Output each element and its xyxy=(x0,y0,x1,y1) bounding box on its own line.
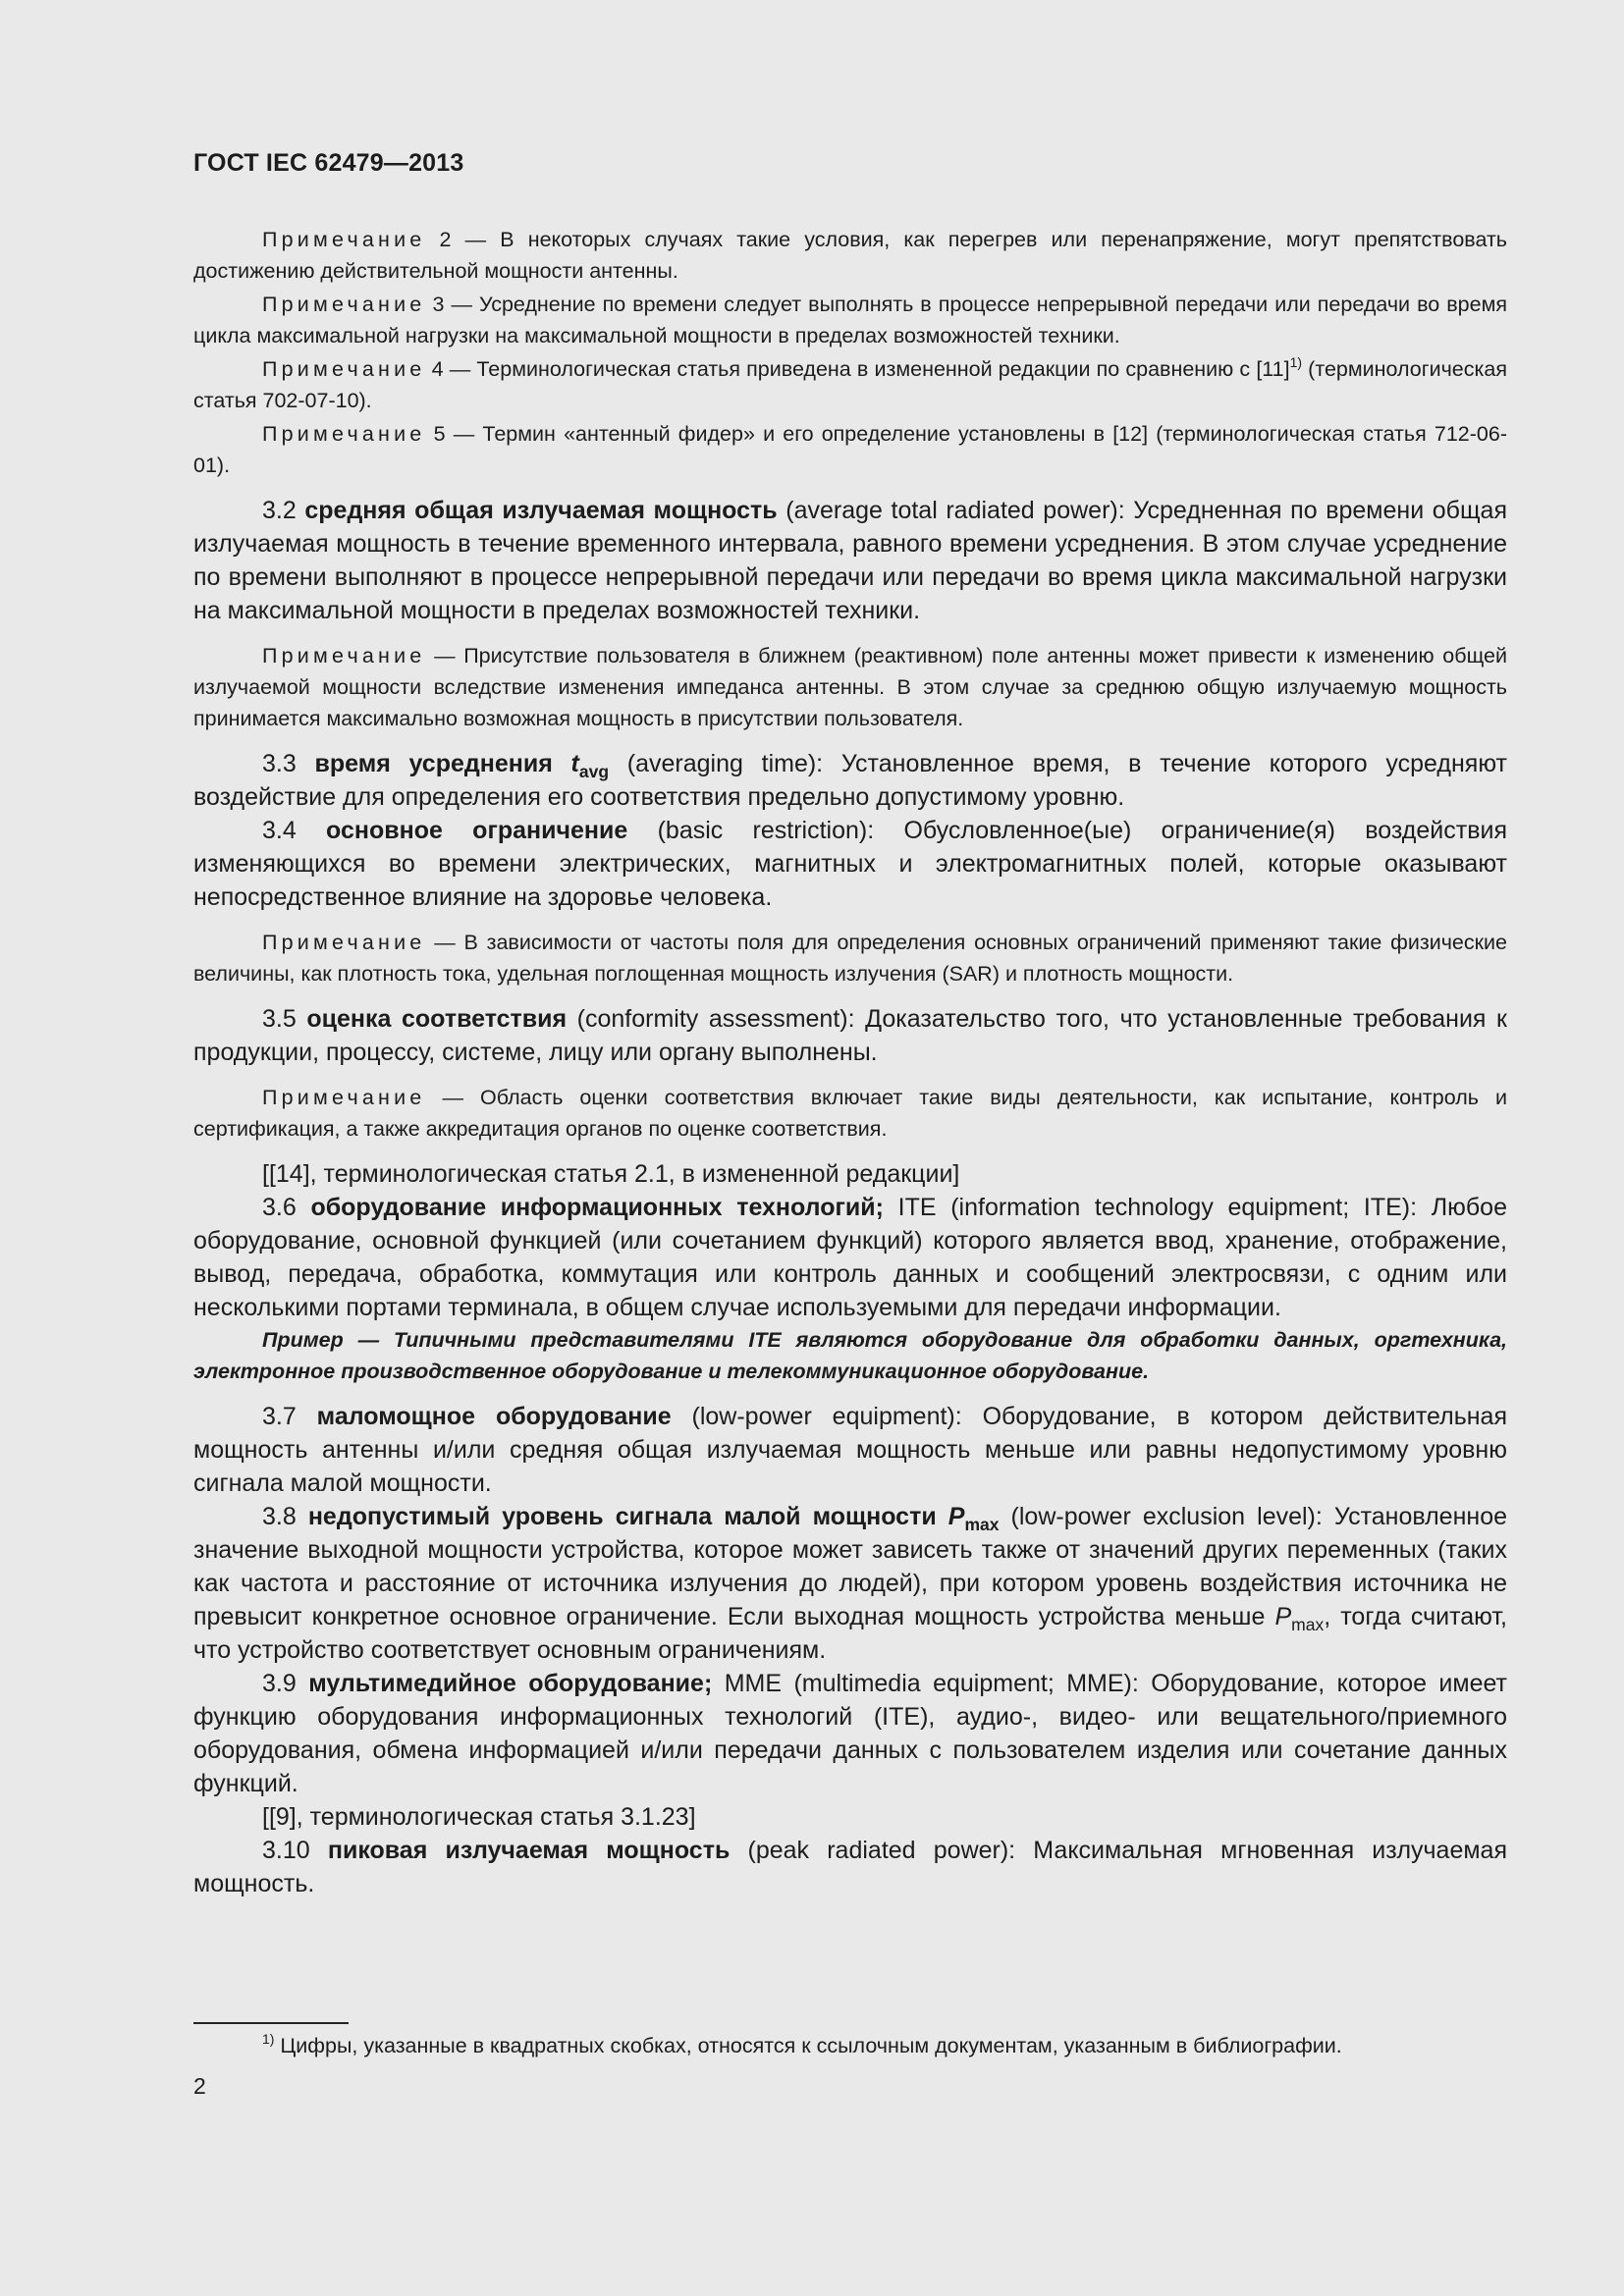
definition-3-10: 3.10 пиковая излучаемая мощность (peak radiated power): Максимальная мгновенная излучаемая мощность. xyxy=(193,1837,1507,1897)
note-4: Примечание 4 — Терминологическая статья приведена в измененной редакции по сравнению с $[11]^{1)}$ (терминологическая статья 702-07-10). xyxy=(193,354,1507,412)
note-3-2: Примечание — Присутствие пользователя в ближнем (реактивном) поле антенны может привести к изменению общей излучаемой мощности вследствие изменения импеданса антенны. В этом случае за среднюю общую излучаемую мощность принимается максимально возможная мощность в присутствии пользователя. xyxy=(193,644,1507,730)
definition-3-8: 3.8 недопустимый уровень сигнала малой мощности $P_{max}$ (low-power exclusion level): Установленное значение выходной мощности устройства, которое может зависеть также от значений других переменных (таких как частота и расстояние от источника излучения до людей), при котором уровень воздействия источника не превысит конкретное основное ограничение. Если выходная мощность устройства меньше $P_{max}$, тогда считают, что устройство соответствует основным ограничениям. xyxy=(193,1503,1507,1664)
note-label: Примечание xyxy=(262,293,426,316)
note-3: Примечание 3 — Усреднение по времени следует выполнять в процессе непрерывной передачи или передачи во время цикла максимальной нагрузки на максимальной мощности в пределах возможностей техники. xyxy=(193,293,1507,347)
definition-3-9: 3.9 мультимедийное оборудование; MME (multimedia equipment; MME): Оборудование, которое имеет функцию оборудования информационных технологий (ITE), аудио-, видео- или вещательного/приемного оборудования, обмена информацией и/или передачи данных с пользователем изделия или сочетание данных функций. xyxy=(193,1670,1508,1797)
document-header: ГОСТ IEC 62479—2013 xyxy=(193,149,464,177)
footnote-divider xyxy=(193,2022,349,2024)
symbol: P xyxy=(947,1503,965,1530)
symbol: t xyxy=(570,750,579,777)
term: пиковая излучаемая мощность xyxy=(327,1837,731,1864)
term: средняя общая излучаемая мощность xyxy=(304,497,778,524)
definition-3-3: 3.3 время усреднения $t_{avg}$ (averaging time): Установленное время, в течение которого усредняют воздействие для определения его соответствия предельно допустимому уровню. xyxy=(193,750,1507,811)
term: мультимедийное оборудование; xyxy=(308,1670,713,1697)
footnote-ref[interactable]: 1) xyxy=(1289,354,1303,370)
definition-3-5: 3.5 оценка соответствия (conformity assessment): Доказательство того, что установленные требования к продукции, процессу, системе, лицу или органу выполнены. xyxy=(193,1005,1507,1066)
term: время усреднения xyxy=(314,750,571,777)
note-label: Примечание xyxy=(262,931,426,954)
note-label: Примечание xyxy=(262,357,426,381)
page-number: 2 xyxy=(193,2073,206,2099)
note-label: Примечание xyxy=(262,644,426,667)
note-label: Примечание xyxy=(262,422,426,446)
note-2: Примечание 2 — В некоторых случаях такие условия, как перегрев или перенапряжение, могут препятствовать достижению действительной мощности антенны. xyxy=(193,228,1507,283)
term: основное ограничение xyxy=(326,817,628,844)
term: маломощное оборудование xyxy=(316,1403,672,1430)
symbol: P xyxy=(1274,1603,1292,1630)
definition-3-2: 3.2 средняя общая излучаемая мощность (average total radiated power): Усредненная по времени общая излучаемая мощность в течение временного интервала, равного времени усреднения. В этом случае усреднение по времени выполняют в процессе непрерывной передачи или передачи во время цикла максимальной нагрузки на максимальной мощности в пределах возможностей техники. xyxy=(193,497,1507,624)
reference-3-5: [[14], терминологическая статья 2.1, в измененной редакции] xyxy=(262,1160,960,1188)
reference-3-9: [[9], терминологическая статья 3.1.23] xyxy=(262,1803,696,1831)
term: оценка соответствия xyxy=(306,1005,568,1033)
term: недопустимый уровень сигнала малой мощности xyxy=(307,1503,948,1530)
definition-3-6: 3.6 оборудование информационных технологий; ITE (information technology equipment; ITE): Любое оборудование, основной функцией (или сочетанием функций) которого является ввод, хранение, отображение, вывод, передача, обработка, коммутация или контроль данных и сообщений электросвязи, с одним или несколькими портами терминала, в общем случае используемыми для передачи информации. xyxy=(193,1194,1507,1321)
definition-3-4: 3.4 основное ограничение (basic restriction): Обусловленное(ые) ограничение(я) воздействия изменяющихся во времени электрических, магнитных и электромагнитных полей, которые оказывают непосредственное влияние на здоровье человека. xyxy=(193,817,1507,911)
term: оборудование информационных технологий; xyxy=(310,1194,884,1221)
note-3-5: Примечание — Область оценки соответствия включает такие виды деятельности, как испытание, контроль и сертификация, а также аккредитация органов по оценке соответствия. xyxy=(193,1086,1507,1141)
definition-3-7: 3.7 маломощное оборудование (low-power equipment): Оборудование, в котором действительная мощность антенны и/или средняя общая излучаемая мощность меньше или равны недопустимому уровню сигнала малой мощности. xyxy=(193,1403,1507,1497)
note-label: Примечание xyxy=(262,228,426,251)
footnote: $^{1)}$ Цифры, указанные в квадратных скобках, относятся к ссылочным документам, указанным в библиографии. xyxy=(262,2031,1342,2057)
note-label: Примечание xyxy=(262,1086,426,1109)
note-3-4: Примечание — В зависимости от частоты поля для определения основных ограничений применяют такие физические величины, как плотность тока, удельная поглощенная мощность излучения (SAR) и плотность мощности. xyxy=(193,931,1507,986)
document-body xyxy=(193,224,1507,1900)
note-5: Примечание 5 — Термин «антенный фидер» и его определение установлены в [12] (терминологическая статья 712-06-01). xyxy=(193,422,1507,477)
footnote-mark: 1) xyxy=(262,2031,275,2047)
example-3-6: Пример — Типичными представителями ITE являются оборудование для обработки данных, оргтехника, электронное производственное оборудование и телекоммуникационное оборудование. xyxy=(193,1328,1507,1383)
